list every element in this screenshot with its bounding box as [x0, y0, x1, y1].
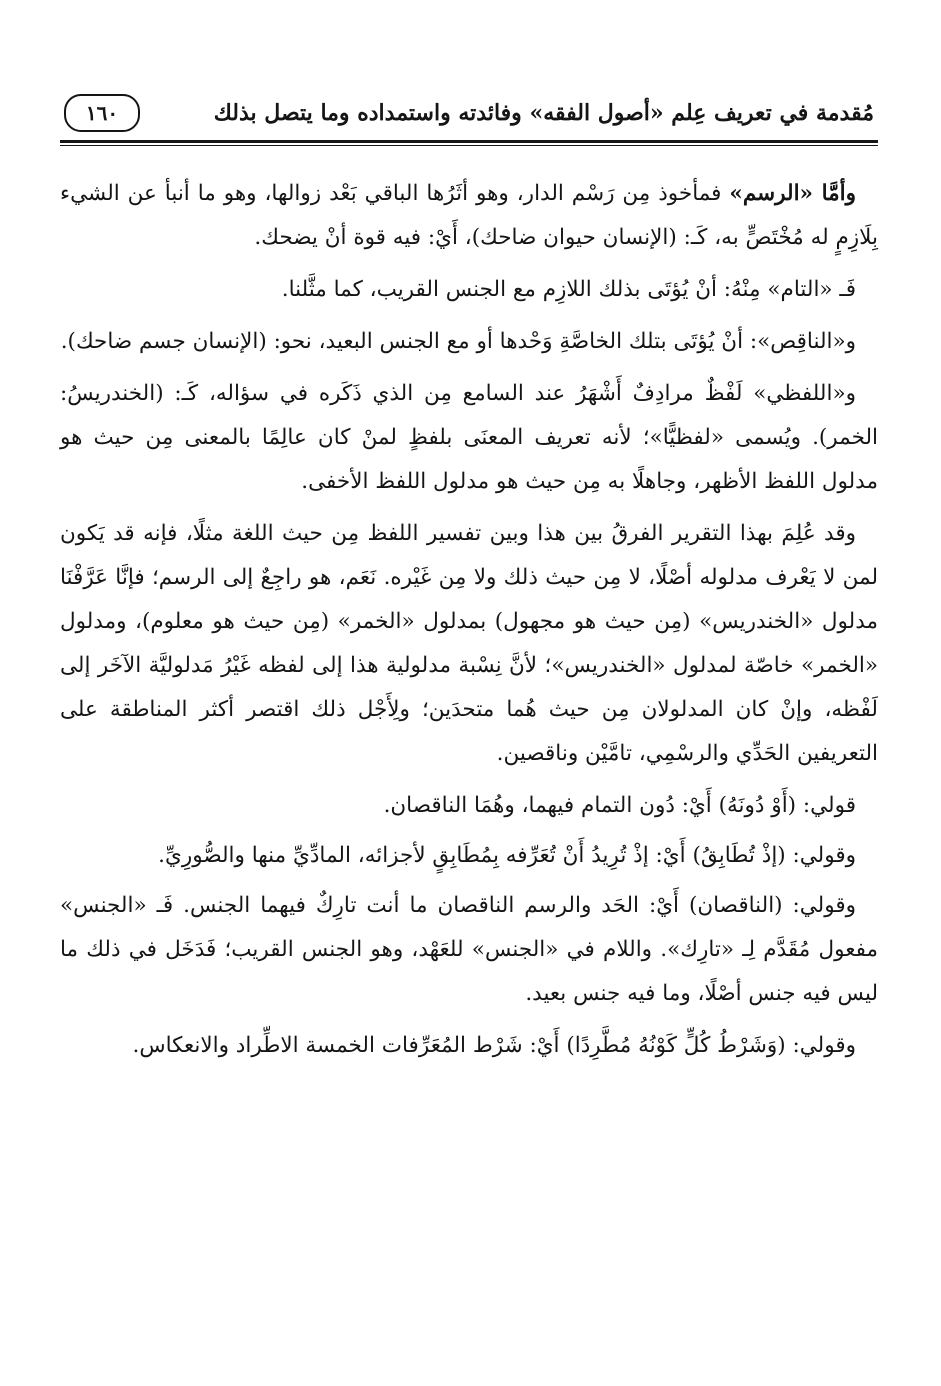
page-body	[60, 172, 878, 1068]
page-header	[60, 88, 878, 138]
header-rule-thick	[60, 140, 878, 143]
paragraph-farq	[60, 512, 878, 776]
paragraph-text: فمأخوذ مِن رَسْم الدار، وهو أثَرُها الباقي بَعْد زوالها، وهو ما أنبأ عن الشيء بِلَازِمٍ له مُخْتَصٍّ به، كَـ: (الإنسان حيوان ضاحك)، أَيْ: فيه قوة أنْ يضحك.	[60, 181, 878, 250]
book-page	[60, 88, 878, 1076]
paragraph-naqis	[60, 320, 878, 364]
paragraph-text: و«اللفظي» لَفْظٌ مرادِفٌ أَشْهَرُ عند السامع مِن الذي ذَكَره في سؤاله، كَـ: (الخندريسُ: الخمر). ويُسمى «لفظيًّا»؛ لأنه تعريف المعنَى بلفظٍ لمنْ كان عالِمًا بالمعنى مِن حيث هو مدلول اللفظ الأظهر، وجاهلًا به مِن حيث هو مدلول اللفظ الأخفى.	[60, 381, 878, 494]
paragraph-text: وقد عُلِمَ بهذا التقرير الفرقُ بين هذا وبين تفسير اللفظ مِن حيث اللغة مثلًا، فإنه قد يَكون لمن لا يَعْرف مدلوله أصْلًا، لا مِن حيث ذلك ولا مِن غَيْره. نَعَم، هو راجِعٌ إلى الرسم؛ فإنَّا عَرَّفْنَا مدلول «الخندريس» (مِن حيث هو مجهول) بمدلول «الخمر» (مِن حيث هو معلوم)، ومدلول «الخمر» خاصّة لمدلول «الخندريس»؛ لأنَّ نِسْبة مدلولية هذا إلى لفظه غَيْرُ مَدلوليَّة الآخَر إلى لَفْظه، وإنْ كان المدلولان مِن حيث هُما متحدَين؛ ولِأَجْل ذلك اقتصر أكثر المناطقة على التعريفين الحَدِّي والرسْمِي، تامَّيْن وناقصين.	[60, 521, 878, 766]
paragraph-text: وقولي: (وَشَرْطُ كُلٍّ كَوْنُهُ مُطَّرِدًا) أَيْ: شَرْط المُعَرِّفات الخمسة الاطِّراد والانعكاس.	[132, 1033, 856, 1058]
paragraph-naqisan	[60, 884, 878, 1016]
paragraph-rasm	[60, 172, 878, 260]
paragraph-shart	[60, 1024, 878, 1068]
paragraph-text: و«الناقِص»: أنْ يُؤتَى بتلك الخاصَّةِ وَحْدها أو مع الجنس البعيد، نحو: (الإنسان جسم ضاحك).	[60, 329, 856, 354]
paragraph-dunahu	[60, 784, 878, 828]
header-rule-thin	[60, 145, 878, 146]
paragraph-text: وقولي: (الناقصان) أَيْ: الحَد والرسم الناقصان ما أنت تارِكٌ فيهما الجنس. فَـ «الجنس» مفعول مُقَدَّم لِـ «تارِك». واللام في «الجنس» للعَهْد، وهو الجنس القريب؛ فَدَخَل في ذلك ما ليس فيه جنس أصْلًا، وما فيه جنس بعيد.	[60, 893, 878, 1006]
paragraph-tam	[60, 268, 878, 312]
paragraph-text: فَـ «التام» مِنْهُ: أنْ يُؤتَى بذلك اللازِم مع الجنس القريب، كما مثَّلنا.	[281, 277, 856, 302]
paragraph-lafzi	[60, 372, 878, 504]
paragraph-tutabiq	[60, 834, 878, 878]
paragraph-text: وقولي: (إذْ تُطَابِقُ) أَيْ: إذْ تُرِيدُ أَنْ تُعَرِّفه بِمُطَابِقٍ لأجزائه، المادِّيِّ منها والصُّورِيِّ.	[158, 843, 856, 868]
paragraph-text: قولي: (أَوْ دُونَهُ) أَيْ: دُون التمام فيهما، وهُمَا الناقصان.	[383, 793, 856, 818]
running-title: مُقدمة في تعريف عِلم «أصول الفقه» وفائدته واستمداده وما يتصل بذلك	[213, 100, 874, 126]
page-number-badge: ١٦٠	[64, 94, 140, 132]
paragraph-lead: وأمَّا «الرسم»	[729, 181, 856, 206]
